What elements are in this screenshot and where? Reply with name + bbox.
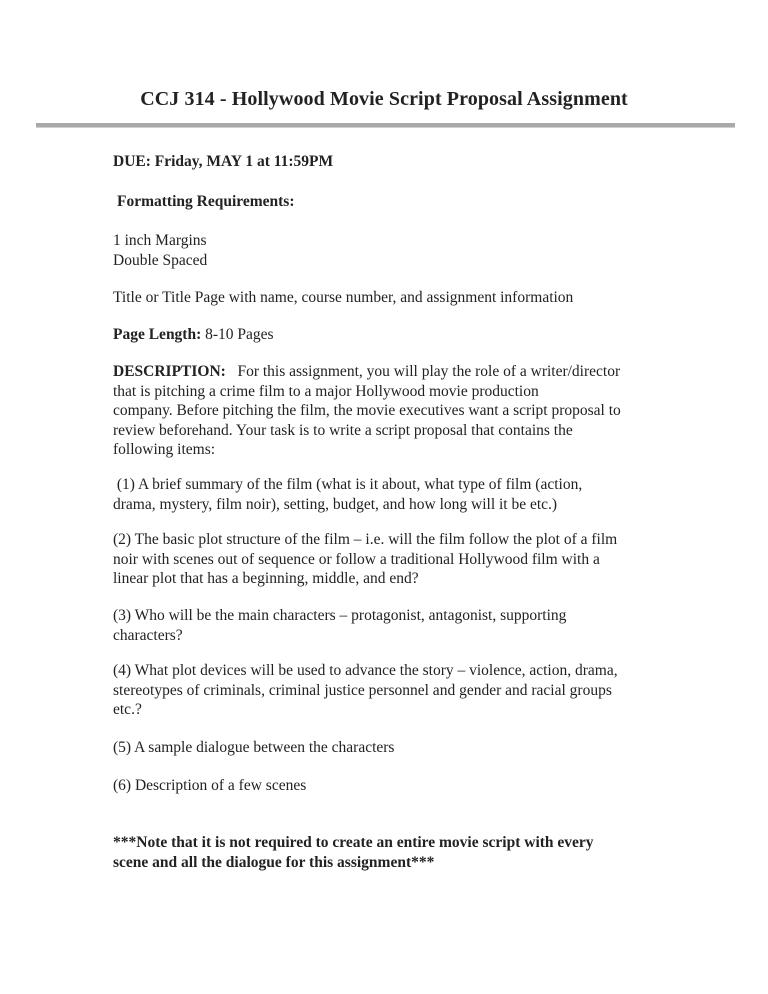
list-item-line: (2) The basic plot structure of the film – i.e. will the film follow the plot of a film — [113, 531, 618, 548]
requirement-spacing: Double Spaced — [113, 252, 208, 269]
list-item-line: (1) A brief summary of the film (what is it about, what type of film (action, — [113, 476, 583, 493]
list-item-3 — [113, 606, 663, 645]
note-line: ***Note that it is not required to create an entire movie script with every — [113, 834, 594, 851]
requirement-title-page: Title or Title Page with name, course number, and assignment information — [113, 289, 574, 306]
list-item-line: etc.? — [113, 701, 142, 719]
title-divider — [36, 123, 735, 128]
due-date: DUE: Friday, MAY 1 at 11:59PM — [113, 153, 334, 170]
page-title: CCJ 314 - Hollywood Movie Script Proposal Assignment — [140, 88, 628, 110]
description-line: review beforehand. Your task is to write a script proposal that contains the — [113, 421, 573, 439]
page-length-value: 8-10 Pages — [201, 326, 274, 343]
list-item-6 — [113, 776, 663, 796]
description-line: following items: — [113, 441, 216, 459]
description-label: DESCRIPTION: — [113, 363, 226, 380]
page-length — [113, 325, 663, 345]
list-item-2 — [113, 530, 663, 589]
assignment-note — [113, 833, 663, 872]
list-item-line: linear plot that has a beginning, middle, and end? — [113, 570, 419, 588]
list-item-line: noir with scenes out of sequence or follow a traditional Hollywood film with a — [113, 550, 600, 568]
list-item-line: (3) Who will be the main characters – protagonist, antagonist, supporting — [113, 607, 567, 624]
list-item-1 — [113, 475, 663, 514]
formatting-heading: Formatting Requirements: — [117, 193, 295, 210]
note-line: scene and all the dialogue for this assignment*** — [113, 853, 435, 871]
description-line: For this assignment, you will play the role of a writer/director — [225, 363, 621, 380]
page-length-label: Page Length: — [113, 326, 202, 343]
list-item-line: stereotypes of criminals, criminal justice personnel and gender and racial groups — [113, 681, 612, 699]
list-item-line: (6) Description of a few scenes — [113, 777, 307, 794]
list-item-line: drama, mystery, film noir), setting, budget, and how long will it be etc.) — [113, 495, 558, 513]
list-item-line: characters? — [113, 626, 183, 644]
list-item-line: (4) What plot devices will be used to advance the story – violence, action, drama, — [113, 662, 618, 679]
description-line: that is pitching a crime film to a major Hollywood movie production — [113, 382, 539, 400]
list-item-5 — [113, 738, 663, 758]
requirement-margins: 1 inch Margins — [113, 232, 207, 249]
list-item-line: (5) A sample dialogue between the characters — [113, 739, 395, 756]
description-line: company. Before pitching the film, the movie executives want a script proposal to — [113, 402, 621, 420]
list-item-4 — [113, 661, 663, 720]
description-paragraph — [113, 362, 663, 460]
